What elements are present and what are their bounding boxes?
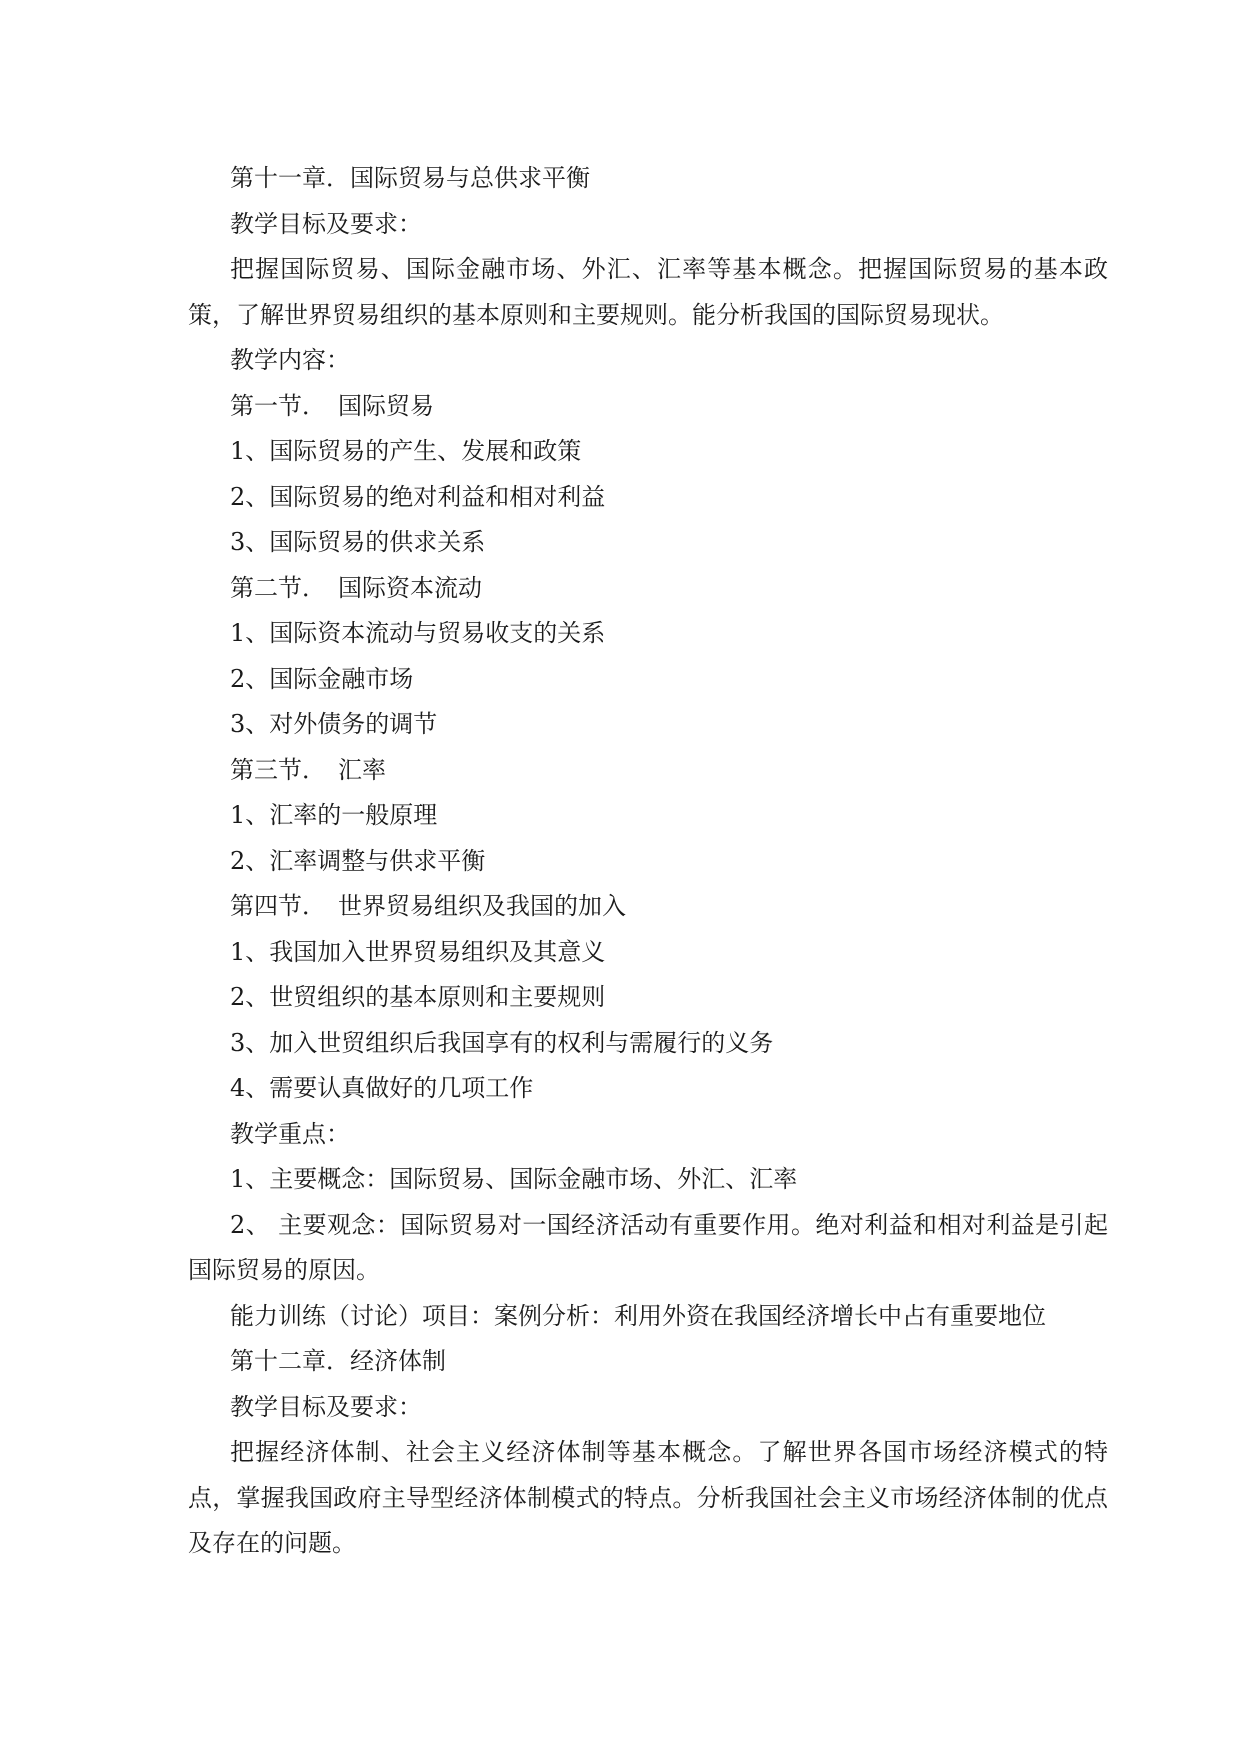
section-1-title: 第一节． 国际贸易 [230,391,434,420]
section-3-item: 1、汇率的一般原理 [230,801,438,829]
key-points-heading: 教学重点： [230,1119,350,1148]
section-4-item: 3、加入世贸组织后我国享有的权利与需履行的义务 [230,1028,774,1057]
key-point-2: 2、 主要观念：国际贸易对一国经济活动有重要作用。绝对利益和相对利益是引起国际贸易的原因。 [188,1210,1108,1284]
section-2-item: 1、国际资本流动与贸易收支的关系 [230,619,606,647]
section-2-item: 3、对外债务的调节 [230,710,438,738]
section-4-item: 2、世贸组织的基本原则和主要规则 [230,983,606,1011]
section-1-item: 3、国际贸易的供求关系 [230,528,486,556]
section-4-item: 1、我国加入世界贸易组织及其意义 [230,937,606,966]
chapter-11-content-heading: 教学内容： [230,346,350,374]
chapter-12-title: 第十二章．经济体制 [230,1347,446,1375]
chapter-12-objectives-text: 把握经济体制、社会主义经济体制等基本概念。了解世界各国市场经济模式的特点，掌握我国政府主导型经济体制模式的特点。分析我国社会主义市场经济体制的优点及存在的问题。 [188,1438,1108,1557]
section-2-title: 第二节． 国际资本流动 [230,573,482,602]
document-body [188,156,1108,1567]
chapter-12-objectives-heading: 教学目标及要求： [230,1392,422,1421]
section-3-item: 2、汇率调整与供求平衡 [230,846,486,875]
training-project: 能力训练（讨论）项目：案例分析：利用外资在我国经济增长中占有重要地位 [230,1301,1046,1330]
chapter-11-objectives-text: 把握国际贸易、国际金融市场、外汇、汇率等基本概念。把握国际贸易的基本政策，了解世界贸易组织的基本原则和主要规则。能分析我国的国际贸易现状。 [188,255,1108,329]
chapter-11-objectives-heading: 教学目标及要求： [230,209,422,238]
section-2-item: 2、国际金融市场 [230,664,414,693]
section-3-title: 第三节． 汇率 [230,755,386,784]
chapter-11-title: 第十一章．国际贸易与总供求平衡 [230,164,590,192]
key-point-1: 1、主要概念：国际贸易、国际金融市场、外汇、汇率 [230,1165,798,1193]
section-4-title: 第四节． 世界贸易组织及我国的加入 [230,892,626,920]
section-1-item: 2、国际贸易的绝对利益和相对利益 [230,482,606,511]
section-1-item: 1、国际贸易的产生、发展和政策 [230,437,582,465]
section-4-item: 4、需要认真做好的几项工作 [230,1074,534,1102]
